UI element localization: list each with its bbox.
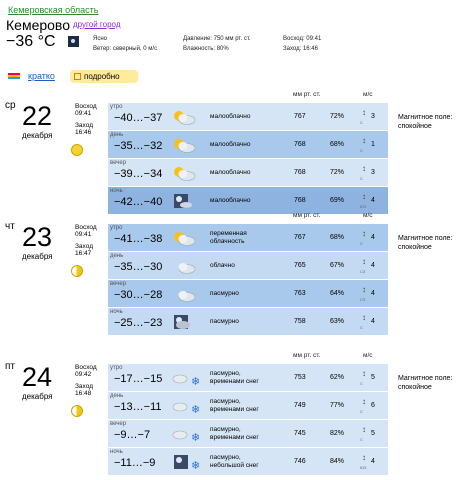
wind-speed: 1 — [371, 141, 375, 148]
weather-description-line2: небольшой снег — [210, 462, 259, 469]
humidity-value: 63% — [330, 318, 345, 325]
month-name: декабря — [22, 131, 53, 140]
forecast-row — [108, 131, 388, 158]
partly-cloudy-sun-icon — [170, 136, 198, 154]
pressure-value: 765 — [294, 262, 306, 269]
moon-icon — [71, 265, 83, 277]
wind-arrow-icon: ↕ — [362, 192, 366, 201]
sunrise-time: 09:41 — [75, 110, 92, 117]
sunset-time: 16:46 — [75, 129, 92, 136]
sunrise-time: 09:42 — [75, 371, 92, 378]
wind-speed: 4 — [371, 290, 375, 297]
weather-description-line2: временами снег — [210, 406, 259, 413]
city-name: Кемерово — [6, 17, 70, 33]
weather-description-line2: временами снег — [210, 378, 259, 385]
cloud-snow-icon — [170, 425, 198, 443]
wind-direction: С — [360, 241, 363, 246]
forecast-row — [108, 187, 388, 214]
humidity-value: 82% — [330, 430, 345, 437]
temperature-range: −30…−28 — [114, 289, 163, 301]
forecast-row — [108, 252, 388, 279]
tab-brief[interactable]: кратко — [28, 71, 55, 81]
temperature-range: −17…−15 — [114, 373, 163, 385]
period-label: утро — [110, 225, 123, 231]
pressure-value: 767 — [294, 234, 306, 241]
pressure-value: 749 — [294, 402, 306, 409]
forecast-row — [108, 159, 388, 186]
sunset-label: Заход — [75, 383, 93, 390]
svg-text:❄: ❄ — [191, 403, 200, 415]
magnetic-field-state: спокойное — [398, 123, 432, 130]
current-humidity: Влажность: 80% — [183, 46, 229, 52]
pressure-unit-header: мм рт. ст. — [293, 212, 321, 219]
forecast-row — [108, 364, 388, 391]
weather-description: облачно — [210, 262, 235, 269]
wind-speed: 3 — [371, 113, 375, 120]
wind-unit-header: м/с — [363, 212, 373, 219]
wind-unit-header: м/с — [363, 352, 373, 359]
wind-arrow-icon: ↕ — [362, 285, 366, 294]
pressure-unit-header: мм рт. ст. — [293, 352, 321, 359]
month-name: декабря — [22, 392, 53, 401]
sun-icon — [71, 144, 83, 156]
partly-cloudy-sun-icon — [170, 229, 198, 247]
sunrise-label: Восход — [75, 103, 97, 110]
current-pressure: Давление: 750 мм рт. ст. — [183, 36, 251, 42]
current-sky: Ясно — [93, 36, 107, 42]
wind-direction: С — [360, 120, 363, 125]
cloud-snow-icon — [170, 369, 198, 387]
partly-cloudy-night-icon — [170, 192, 198, 210]
forecast-row — [108, 280, 388, 307]
period-label: день — [110, 253, 124, 259]
period-label: ночь — [110, 309, 123, 315]
magnetic-field-label: Магнитное поле: — [398, 114, 453, 121]
temperature-range: −35…−30 — [114, 261, 163, 273]
wind-direction: С — [360, 381, 363, 386]
wind-direction: С — [360, 148, 363, 153]
humidity-value: 68% — [330, 234, 345, 241]
humidity-value: 84% — [330, 458, 345, 465]
sunset-time: 16:47 — [75, 250, 92, 257]
pressure-value: 768 — [294, 169, 306, 176]
wind-speed: 4 — [371, 318, 375, 325]
tab-detailed[interactable] — [70, 70, 138, 83]
wind-direction: С — [360, 176, 363, 181]
current-temperature: −36 °C — [6, 33, 56, 50]
svg-text:❄: ❄ — [191, 431, 200, 443]
wind-speed: 6 — [371, 402, 375, 409]
pressure-unit-header: мм рт. ст. — [293, 91, 321, 98]
weather-description: малооблачно — [210, 141, 251, 148]
day-of-week: пт — [5, 361, 15, 372]
weather-description-line2: облачность — [210, 238, 245, 245]
document-icon — [74, 73, 81, 80]
weather-description: переменная — [210, 230, 247, 237]
wind-speed: 4 — [371, 458, 375, 465]
pressure-value: 758 — [294, 318, 306, 325]
wind-speed: 5 — [371, 374, 375, 381]
cloud-snow-icon — [170, 397, 198, 415]
month-name: декабря — [22, 252, 53, 261]
clear-night-icon — [68, 36, 79, 47]
wind-arrow-icon: ↕ — [362, 136, 366, 145]
wind-direction: С — [360, 437, 363, 442]
pressure-value: 746 — [294, 458, 306, 465]
forecast-row — [108, 392, 388, 419]
wind-direction: ЮЗ — [360, 465, 367, 470]
current-wind: Ветер: северный, 0 м/с — [93, 46, 158, 52]
temperature-range: −25…−23 — [114, 317, 163, 329]
pressure-value: 753 — [294, 374, 306, 381]
temperature-range: −42…−40 — [114, 196, 163, 208]
magnetic-field-state: спокойное — [398, 244, 432, 251]
wind-arrow-icon: ↕ — [362, 164, 366, 173]
overcast-night-icon — [170, 313, 198, 331]
humidity-value: 62% — [330, 374, 345, 381]
wind-arrow-icon: ↕ — [362, 425, 366, 434]
wind-arrow-icon: ↕ — [362, 453, 366, 462]
partly-cloudy-sun-icon — [170, 164, 198, 182]
weather-description: малооблачно — [210, 113, 251, 120]
period-label: ночь — [110, 188, 123, 194]
sunrise-label: Восход — [75, 364, 97, 371]
wind-speed: 4 — [371, 262, 375, 269]
region-link[interactable]: Кемеровская область — [8, 5, 99, 15]
temperature-range: −39…−34 — [114, 168, 163, 180]
forecast-row — [108, 103, 388, 130]
magnetic-field-label: Магнитное поле: — [398, 235, 453, 242]
other-city-link[interactable]: другой город — [73, 20, 121, 29]
sunrise-label: Восход — [75, 224, 97, 231]
pressure-value: 745 — [294, 430, 306, 437]
wind-speed: 4 — [371, 197, 375, 204]
current-sunset: Заход: 16:46 — [283, 46, 318, 52]
humidity-value: 69% — [330, 197, 345, 204]
weather-description: пасмурно, — [210, 454, 241, 461]
temperature-range: −11…−9 — [114, 457, 156, 469]
temperature-range: −9…−7 — [114, 429, 151, 441]
weather-description: пасмурно — [210, 318, 239, 325]
magnetic-field-state: спокойное — [398, 384, 432, 391]
sunset-label: Заход — [75, 122, 93, 129]
pressure-value: 768 — [294, 141, 306, 148]
temperature-range: −40…−37 — [114, 112, 163, 124]
magnetic-field-label: Магнитное поле: — [398, 375, 453, 382]
wind-arrow-icon: ↕ — [362, 257, 366, 266]
sunrise-time: 09:41 — [75, 231, 92, 238]
wind-speed: 4 — [371, 234, 375, 241]
forecast-row — [108, 420, 388, 447]
forecast-row — [108, 448, 388, 475]
wind-direction: СЗ — [360, 297, 366, 302]
weather-description: пасмурно, — [210, 370, 241, 377]
svg-text:❄: ❄ — [191, 459, 200, 471]
pressure-value: 763 — [294, 290, 306, 297]
wind-arrow-icon: ↕ — [362, 369, 366, 378]
period-label: вечер — [110, 281, 127, 287]
wind-direction: ЮЗ — [360, 204, 367, 209]
humidity-value: 72% — [330, 113, 345, 120]
weather-description: малооблачно — [210, 197, 251, 204]
wind-arrow-icon: ↕ — [362, 313, 366, 322]
day-of-week: чт — [5, 221, 15, 232]
wind-speed: 5 — [371, 430, 375, 437]
night-snow-icon — [170, 453, 198, 471]
day-number: 22 — [22, 101, 53, 131]
svg-text:❄: ❄ — [191, 375, 200, 387]
period-label: вечер — [110, 160, 127, 166]
weather-description: пасмурно — [210, 290, 239, 297]
temperature-range: −41…−38 — [114, 233, 163, 245]
partly-cloudy-sun-icon — [170, 108, 198, 126]
period-label: ночь — [110, 449, 123, 455]
sunset-time: 16:48 — [75, 390, 92, 397]
temperature-range: −13…−11 — [114, 401, 162, 413]
wind-direction: СЗ — [360, 269, 366, 274]
humidity-value: 72% — [330, 169, 345, 176]
day-of-week: ср — [5, 100, 16, 111]
weather-description: пасмурно, — [210, 398, 241, 405]
forecast-row — [108, 308, 388, 335]
weather-description: пасмурно, — [210, 426, 241, 433]
moon-icon — [71, 405, 83, 417]
humidity-value: 77% — [330, 402, 345, 409]
cloud-icon — [170, 285, 198, 303]
period-label: утро — [110, 365, 123, 371]
sunset-label: Заход — [75, 243, 93, 250]
wind-speed: 3 — [371, 169, 375, 176]
cloud-icon — [170, 257, 198, 275]
wind-arrow-icon: ↕ — [362, 229, 366, 238]
humidity-value: 68% — [330, 141, 345, 148]
humidity-value: 67% — [330, 262, 345, 269]
weather-description-line2: временами снег — [210, 434, 259, 441]
wind-arrow-icon: ↕ — [362, 108, 366, 117]
current-sunrise: Восход: 09:41 — [283, 36, 322, 42]
tab-detailed-label: подробно — [84, 72, 120, 81]
period-label: утро — [110, 104, 123, 110]
forecast-row — [108, 224, 388, 251]
period-label: вечер — [110, 421, 127, 427]
day-number: 24 — [22, 362, 53, 392]
pressure-value: 768 — [294, 197, 306, 204]
wind-direction: С — [360, 325, 363, 330]
wind-unit-header: м/с — [363, 91, 373, 98]
wind-arrow-icon: ↕ — [362, 397, 366, 406]
weather-description: малооблачно — [210, 169, 251, 176]
brief-icon — [8, 73, 20, 79]
day-number: 23 — [22, 222, 53, 252]
temperature-range: −35…−32 — [114, 140, 163, 152]
pressure-value: 767 — [294, 113, 306, 120]
humidity-value: 64% — [330, 290, 345, 297]
wind-direction: С — [360, 409, 363, 414]
period-label: день — [110, 132, 124, 138]
period-label: день — [110, 393, 124, 399]
